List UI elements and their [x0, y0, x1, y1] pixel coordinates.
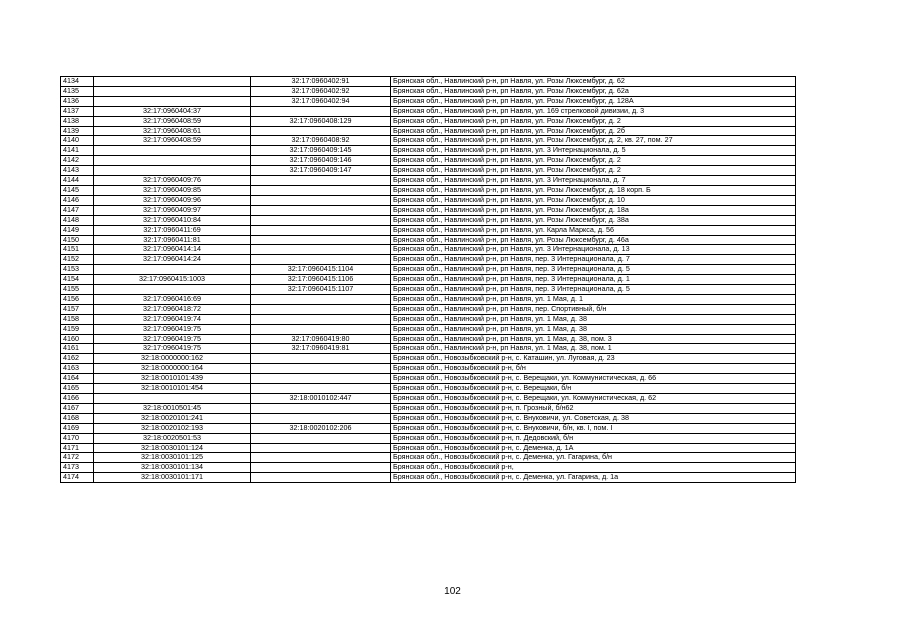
- table-row: [61, 413, 796, 423]
- cadastral-number-cell: 32:17:0960409:76: [94, 176, 251, 186]
- row-number-cell: 4153: [61, 265, 94, 275]
- row-number-cell: 4165: [61, 384, 94, 394]
- address-cell: Брянская обл., Новозыбковский р-н,: [391, 463, 796, 473]
- address-cell: Брянская обл., Навлинский р-н, рп Навля, ул. Карла Маркса, д. 56: [391, 225, 796, 235]
- table-row: [61, 374, 796, 384]
- cadastral-number-2-cell: [251, 374, 391, 384]
- cadastral-number-2-cell: 32:17:0960402:91: [251, 77, 391, 87]
- registry-table: [60, 76, 796, 483]
- cadastral-number-cell: 32:17:0960416:69: [94, 294, 251, 304]
- table-row: [61, 146, 796, 156]
- address-cell: Брянская обл., Новозыбковский р-н, с. Внуковичи, б/н, кв. I, пом. I: [391, 423, 796, 433]
- row-number-cell: 4135: [61, 86, 94, 96]
- row-number-cell: 4147: [61, 205, 94, 215]
- row-number-cell: 4171: [61, 443, 94, 453]
- address-cell: Брянская обл., Навлинский р-н, рп Навля, ул. Розы Люксембург, д. 10: [391, 195, 796, 205]
- cadastral-number-cell: 32:17:0960419:75: [94, 344, 251, 354]
- address-cell: Брянская обл., Навлинский р-н, рп Навля, ул. Розы Люксембург, д. 2: [391, 166, 796, 176]
- table-row: [61, 314, 796, 324]
- cadastral-number-2-cell: [251, 463, 391, 473]
- page-number: 102: [444, 586, 461, 597]
- address-cell: Брянская обл., Навлинский р-н, рп Навля, ул. Розы Люксембург, д. 18 корп. Б: [391, 185, 796, 195]
- cadastral-number-2-cell: 32:17:0960415:1104: [251, 265, 391, 275]
- row-number-cell: 4169: [61, 423, 94, 433]
- row-number-cell: 4151: [61, 245, 94, 255]
- row-number-cell: 4141: [61, 146, 94, 156]
- table-row: [61, 176, 796, 186]
- cadastral-number-2-cell: [251, 403, 391, 413]
- table-row: [61, 433, 796, 443]
- address-cell: Брянская обл., Новозыбковский р-н, с. Деменка, ул. Гагарина, б/н: [391, 453, 796, 463]
- address-cell: Брянская обл., Новозыбковский р-н, с. Деменка, д. 1А: [391, 443, 796, 453]
- cadastral-number-2-cell: [251, 235, 391, 245]
- cadastral-number-2-cell: [251, 314, 391, 324]
- cadastral-number-cell: 32:18:0020501:53: [94, 433, 251, 443]
- address-cell: Брянская обл., Навлинский р-н, рп Навля, ул. Розы Люксембург, д. 2б: [391, 126, 796, 136]
- cadastral-number-cell: [94, 285, 251, 295]
- table-row: [61, 384, 796, 394]
- cadastral-number-cell: 32:18:0020102:193: [94, 423, 251, 433]
- address-cell: Брянская обл., Навлинский р-н, рп Навля, ул. Розы Люксембург, д. 2, кв. 27, пом. 27: [391, 136, 796, 146]
- cadastral-number-2-cell: 32:18:0020102:206: [251, 423, 391, 433]
- address-cell: Брянская обл., Новозыбковский р-н, с. Внуковичи, ул. Советская, д. 38: [391, 413, 796, 423]
- row-number-cell: 4149: [61, 225, 94, 235]
- row-number-cell: 4134: [61, 77, 94, 87]
- cadastral-number-2-cell: 32:17:0960415:1107: [251, 285, 391, 295]
- table-row: [61, 443, 796, 453]
- cadastral-number-2-cell: 32:17:0960408:92: [251, 136, 391, 146]
- table-row: [61, 116, 796, 126]
- cadastral-number-cell: 32:18:0030101:171: [94, 473, 251, 483]
- table-row: [61, 304, 796, 314]
- cadastral-number-cell: 32:17:0960419:75: [94, 324, 251, 334]
- row-number-cell: 4142: [61, 156, 94, 166]
- cadastral-number-2-cell: [251, 304, 391, 314]
- table-row: [61, 235, 796, 245]
- cadastral-number-2-cell: [251, 195, 391, 205]
- table-row: [61, 136, 796, 146]
- row-number-cell: 4166: [61, 394, 94, 404]
- cadastral-number-cell: 32:17:0960414:14: [94, 245, 251, 255]
- cadastral-number-cell: 32:18:0000000:164: [94, 364, 251, 374]
- address-cell: Брянская обл., Новозыбковский р-н, с. Деменка, ул. Гагарина, д. 1а: [391, 473, 796, 483]
- address-cell: Брянская обл., Навлинский р-н, рп Навля, ул. 1 Мая, д. 38: [391, 324, 796, 334]
- table-row: [61, 185, 796, 195]
- table-row: [61, 77, 796, 87]
- address-cell: Брянская обл., Навлинский р-н, рп Навля, ул. Розы Люксембург, д. 2: [391, 156, 796, 166]
- row-number-cell: 4163: [61, 364, 94, 374]
- table-row: [61, 453, 796, 463]
- row-number-cell: 4158: [61, 314, 94, 324]
- address-cell: Брянская обл., Навлинский р-н, рп Навля, пер. 3 Интернационала, д. 7: [391, 255, 796, 265]
- cadastral-number-cell: 32:18:0000000:162: [94, 354, 251, 364]
- cadastral-number-2-cell: [251, 225, 391, 235]
- address-cell: Брянская обл., Навлинский р-н, рп Навля, пер. 3 Интернационала, д. 5: [391, 285, 796, 295]
- cadastral-number-cell: 32:17:0960415:1003: [94, 275, 251, 285]
- cadastral-number-cell: 32:17:0960419:75: [94, 334, 251, 344]
- row-number-cell: 4174: [61, 473, 94, 483]
- row-number-cell: 4161: [61, 344, 94, 354]
- row-number-cell: 4140: [61, 136, 94, 146]
- cadastral-number-cell: 32:17:0960411:69: [94, 225, 251, 235]
- table-row: [61, 265, 796, 275]
- cadastral-number-cell: 32:17:0960418:72: [94, 304, 251, 314]
- cadastral-number-2-cell: [251, 294, 391, 304]
- cadastral-number-2-cell: [251, 473, 391, 483]
- table-row: [61, 225, 796, 235]
- cadastral-number-2-cell: 32:17:0960408:129: [251, 116, 391, 126]
- cadastral-number-cell: 32:18:0030101:124: [94, 443, 251, 453]
- table-row: [61, 86, 796, 96]
- cadastral-number-cell: [94, 166, 251, 176]
- address-cell: Брянская обл., Новозыбковский р-н, с. Верещаки, ул. Коммунистическая, д. 62: [391, 394, 796, 404]
- row-number-cell: 4172: [61, 453, 94, 463]
- address-cell: Брянская обл., Навлинский р-н, рп Навля, пер. 3 Интернационала, д. 5: [391, 265, 796, 275]
- cadastral-number-2-cell: [251, 185, 391, 195]
- cadastral-number-2-cell: 32:17:0960409:146: [251, 156, 391, 166]
- cadastral-number-cell: 32:17:0960408:59: [94, 136, 251, 146]
- cadastral-number-2-cell: [251, 245, 391, 255]
- cadastral-number-cell: 32:18:0010501:45: [94, 403, 251, 413]
- row-number-cell: 4146: [61, 195, 94, 205]
- row-number-cell: 4162: [61, 354, 94, 364]
- table-row: [61, 245, 796, 255]
- cadastral-number-2-cell: [251, 255, 391, 265]
- row-number-cell: 4145: [61, 185, 94, 195]
- address-cell: Брянская обл., Навлинский р-н, рп Навля, ул. Розы Люксембург, д. 38а: [391, 215, 796, 225]
- registry-table-body: [61, 77, 796, 483]
- cadastral-number-cell: 32:17:0960409:85: [94, 185, 251, 195]
- cadastral-number-cell: [94, 96, 251, 106]
- address-cell: Брянская обл., Навлинский р-н, рп Навля, пер. Спортивный, б/н: [391, 304, 796, 314]
- table-row: [61, 394, 796, 404]
- cadastral-number-2-cell: 32:17:0960409:147: [251, 166, 391, 176]
- row-number-cell: 4173: [61, 463, 94, 473]
- cadastral-number-2-cell: [251, 106, 391, 116]
- cadastral-number-cell: 32:18:0010101:454: [94, 384, 251, 394]
- address-cell: Брянская обл., Навлинский р-н, рп Навля, ул. 3 Интернационала, д. 7: [391, 176, 796, 186]
- row-number-cell: 4154: [61, 275, 94, 285]
- table-row: [61, 473, 796, 483]
- cadastral-number-cell: 32:18:0010101:439: [94, 374, 251, 384]
- address-cell: Брянская обл., Новозыбковский р-н, с. Верещаки, б/н: [391, 384, 796, 394]
- table-row: [61, 255, 796, 265]
- table-row: [61, 463, 796, 473]
- cadastral-number-2-cell: 32:17:0960419:81: [251, 344, 391, 354]
- cadastral-number-cell: [94, 77, 251, 87]
- cadastral-number-cell: 32:18:0030101:125: [94, 453, 251, 463]
- address-cell: Брянская обл., Навлинский р-н, рп Навля, ул. Розы Люксембург, д. 46а: [391, 235, 796, 245]
- address-cell: Брянская обл., Навлинский р-н, рп Навля, ул. Розы Люксембург, д. 62а: [391, 86, 796, 96]
- row-number-cell: 4157: [61, 304, 94, 314]
- address-cell: Брянская обл., Новозыбковский р-н, п. Дедовский, б/н: [391, 433, 796, 443]
- address-cell: Брянская обл., Навлинский р-н, рп Навля, ул. 3 Интернационала, д. 13: [391, 245, 796, 255]
- cadastral-number-2-cell: 32:17:0960415:1106: [251, 275, 391, 285]
- table-row: [61, 423, 796, 433]
- table-row: [61, 126, 796, 136]
- row-number-cell: 4155: [61, 285, 94, 295]
- cadastral-number-2-cell: [251, 384, 391, 394]
- address-cell: Брянская обл., Навлинский р-н, рп Навля, ул. 1 Мая, д. 38, пом. 3: [391, 334, 796, 344]
- table-row: [61, 96, 796, 106]
- cadastral-number-cell: [94, 156, 251, 166]
- row-number-cell: 4144: [61, 176, 94, 186]
- address-cell: Брянская обл., Навлинский р-н, рп Навля, ул. 169 стрелковой дивизии, д. 3: [391, 106, 796, 116]
- cadastral-number-2-cell: [251, 453, 391, 463]
- table-row: [61, 354, 796, 364]
- row-number-cell: 4170: [61, 433, 94, 443]
- cadastral-number-cell: 32:17:0960409:97: [94, 205, 251, 215]
- cadastral-number-cell: 32:17:0960404:37: [94, 106, 251, 116]
- address-cell: Брянская обл., Новозыбковский р-н, п. Грозный, б/н62: [391, 403, 796, 413]
- cadastral-number-2-cell: [251, 324, 391, 334]
- cadastral-number-2-cell: [251, 433, 391, 443]
- cadastral-number-cell: 32:17:0960419:74: [94, 314, 251, 324]
- cadastral-number-cell: [94, 86, 251, 96]
- cadastral-number-cell: 32:18:0030101:134: [94, 463, 251, 473]
- row-number-cell: 4150: [61, 235, 94, 245]
- cadastral-number-2-cell: [251, 413, 391, 423]
- cadastral-number-2-cell: [251, 176, 391, 186]
- cadastral-number-cell: 32:17:0960408:59: [94, 116, 251, 126]
- table-row: [61, 403, 796, 413]
- table-row: [61, 294, 796, 304]
- table-row: [61, 364, 796, 374]
- row-number-cell: 4156: [61, 294, 94, 304]
- cadastral-number-cell: 32:17:0960411:81: [94, 235, 251, 245]
- cadastral-number-2-cell: [251, 126, 391, 136]
- table-row: [61, 324, 796, 334]
- row-number-cell: 4160: [61, 334, 94, 344]
- row-number-cell: 4138: [61, 116, 94, 126]
- table-row: [61, 205, 796, 215]
- cadastral-number-cell: [94, 146, 251, 156]
- row-number-cell: 4137: [61, 106, 94, 116]
- row-number-cell: 4159: [61, 324, 94, 334]
- cadastral-number-2-cell: [251, 354, 391, 364]
- address-cell: Брянская обл., Навлинский р-н, рп Навля, ул. 1 Мая, д. 38, пом. 1: [391, 344, 796, 354]
- address-cell: Брянская обл., Новозыбковский р-н, б/н: [391, 364, 796, 374]
- table-row: [61, 275, 796, 285]
- address-cell: Брянская обл., Новозыбковский р-н, с. Каташин, ул. Луговая, д. 23: [391, 354, 796, 364]
- address-cell: Брянская обл., Новозыбковский р-н, с. Верещаки, ул. Коммунистическая, д. 66: [391, 374, 796, 384]
- address-cell: Брянская обл., Навлинский р-н, рп Навля, ул. 1 Мая, д. 1: [391, 294, 796, 304]
- table-row: [61, 166, 796, 176]
- row-number-cell: 4143: [61, 166, 94, 176]
- row-number-cell: 4148: [61, 215, 94, 225]
- cadastral-number-2-cell: [251, 443, 391, 453]
- address-cell: Брянская обл., Навлинский р-н, рп Навля, ул. Розы Люксембург, д. 128А: [391, 96, 796, 106]
- cadastral-number-cell: [94, 394, 251, 404]
- table-row: [61, 285, 796, 295]
- table-row: [61, 334, 796, 344]
- cadastral-number-cell: 32:17:0960409:96: [94, 195, 251, 205]
- cadastral-number-cell: 32:18:0020101:241: [94, 413, 251, 423]
- address-cell: Брянская обл., Навлинский р-н, рп Навля, ул. Розы Люксембург, д. 62: [391, 77, 796, 87]
- cadastral-number-cell: [94, 265, 251, 275]
- table-row: [61, 344, 796, 354]
- address-cell: Брянская обл., Навлинский р-н, рп Навля, ул. 1 Мая, д. 38: [391, 314, 796, 324]
- table-row: [61, 195, 796, 205]
- row-number-cell: 4136: [61, 96, 94, 106]
- cadastral-number-2-cell: 32:17:0960402:94: [251, 96, 391, 106]
- cadastral-number-2-cell: [251, 364, 391, 374]
- cadastral-number-cell: 32:17:0960408:61: [94, 126, 251, 136]
- row-number-cell: 4168: [61, 413, 94, 423]
- cadastral-number-2-cell: 32:17:0960409:145: [251, 146, 391, 156]
- address-cell: Брянская обл., Навлинский р-н, рп Навля, ул. Розы Люксембург, д. 18а: [391, 205, 796, 215]
- cadastral-number-2-cell: 32:17:0960419:80: [251, 334, 391, 344]
- row-number-cell: 4167: [61, 403, 94, 413]
- table-row: [61, 215, 796, 225]
- cadastral-number-2-cell: [251, 215, 391, 225]
- cadastral-number-2-cell: 32:17:0960402:92: [251, 86, 391, 96]
- cadastral-number-cell: 32:17:0960410:84: [94, 215, 251, 225]
- cadastral-number-cell: 32:17:0960414:24: [94, 255, 251, 265]
- table-row: [61, 156, 796, 166]
- address-cell: Брянская обл., Навлинский р-н, рп Навля, пер. 3 Интернационала, д. 1: [391, 275, 796, 285]
- address-cell: Брянская обл., Навлинский р-н, рп Навля, ул. Розы Люксембург, д. 2: [391, 116, 796, 126]
- address-cell: Брянская обл., Навлинский р-н, рп Навля, ул. 3 Интернационала, д. 5: [391, 146, 796, 156]
- row-number-cell: 4164: [61, 374, 94, 384]
- row-number-cell: 4152: [61, 255, 94, 265]
- cadastral-number-2-cell: 32:18:0010102:447: [251, 394, 391, 404]
- table-row: [61, 106, 796, 116]
- cadastral-number-2-cell: [251, 205, 391, 215]
- row-number-cell: 4139: [61, 126, 94, 136]
